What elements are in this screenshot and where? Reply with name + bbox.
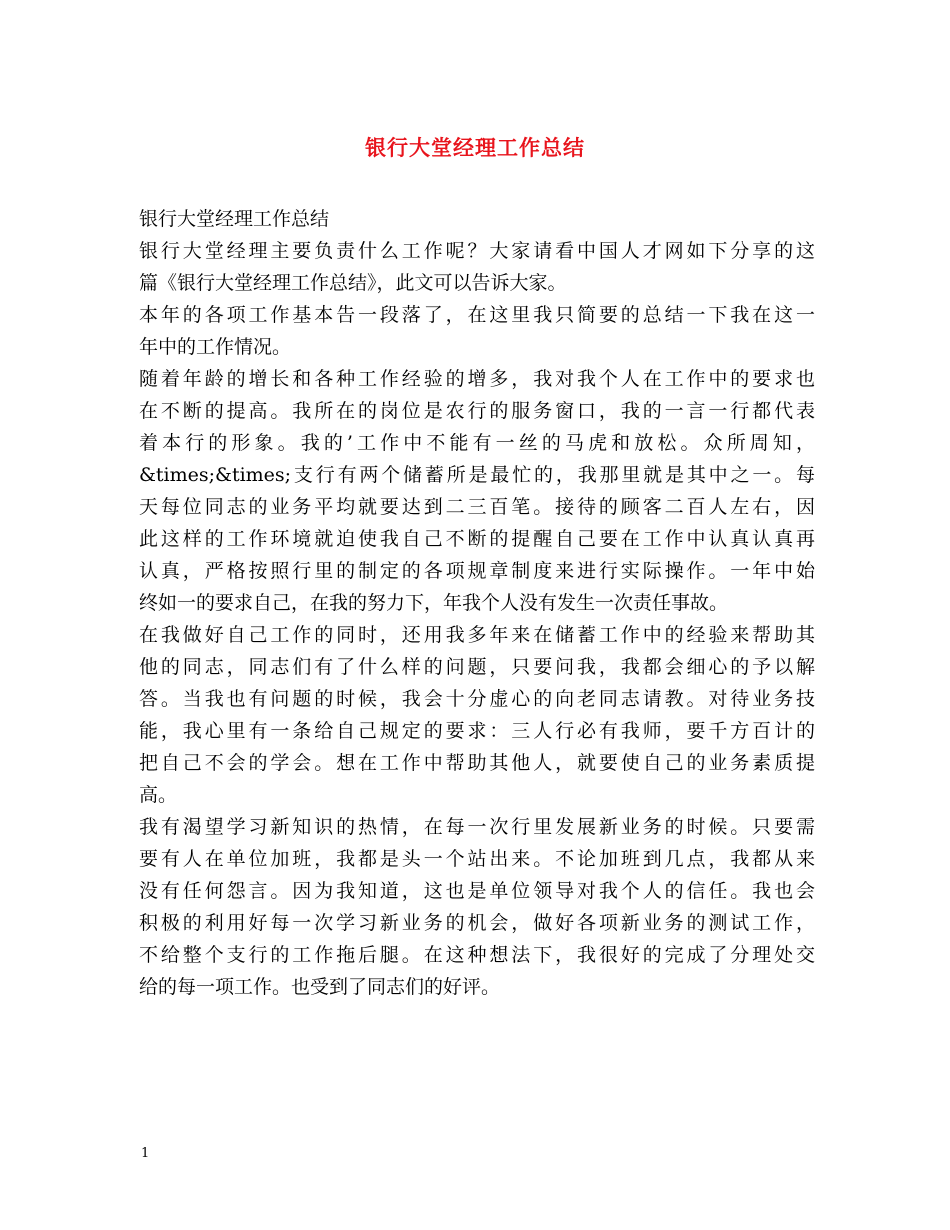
text-line: 不给整个支行的工作拖后腿。在这种想法下，我很好的完成了分理处交 <box>139 944 815 966</box>
text-line: 认真，严格按照行里的制定的各项规章制度来进行实际操作。一年中始 <box>139 560 815 582</box>
text-line: &times;&times;支行有两个储蓄所是最忙的，我那里就是其中之一。每 <box>139 464 815 486</box>
document-body <box>139 203 815 1003</box>
text-line: 给的每一项工作。也受到了同志们的好评。 <box>139 976 501 998</box>
text-line: 要有人在单位加班，我都是头一个站出来。不论加班到几点，我都从来 <box>139 848 815 870</box>
text-line: 在我做好自己工作的同时，还用我多年来在储蓄工作中的经验来帮助其 <box>139 624 815 646</box>
text-line: 终如一的要求自己，在我的努力下，年我个人没有发生一次责任事故。 <box>139 592 729 614</box>
text-line: 随着年龄的增长和各种工作经验的增多，我对我个人在工作中的要求也 <box>139 368 815 390</box>
text-line: 我有渴望学习新知识的热情，在每一次行里发展新业务的时候。只要需 <box>139 816 815 838</box>
text-line: 没有任何怨言。因为我知道，这也是单位领导对我个人的信任。我也会 <box>139 880 815 902</box>
page-number: 1 <box>141 1146 150 1161</box>
text-line: 把自己不会的学会。想在工作中帮助其他人，就要使自己的业务素质提 <box>139 752 815 774</box>
text-line: 银行大堂经理工作总结 <box>139 208 330 230</box>
text-line: 着本行的形象。我的’工作中不能有一丝的马虎和放松。众所周知， <box>139 432 815 454</box>
document-title: 银行大堂经理工作总结 <box>365 135 585 160</box>
text-line: 答。当我也有问题的时候，我会十分虚心的向老同志请教。对待业务技 <box>139 688 815 710</box>
text-line: 能，我心里有一条给自己规定的要求：三人行必有我师，要千方百计的 <box>139 720 815 742</box>
text-line: 在不断的提高。我所在的岗位是农行的服务窗口，我的一言一行都代表 <box>139 400 815 422</box>
text-line: 篇《银行大堂经理工作总结》，此文可以告诉大家。 <box>139 272 567 294</box>
text-line: 天每位同志的业务平均就要达到二三百笔。接待的顾客二百人左右，因 <box>139 496 815 518</box>
text-line: 他的同志，同志们有了什么样的问题，只要问我，我都会细心的予以解 <box>139 656 815 678</box>
text-line: 年中的工作情况。 <box>139 336 292 358</box>
text-line: 此这样的工作环境就迫使我自己不断的提醒自己要在工作中认真认真再 <box>139 528 815 550</box>
text-line: 积极的利用好每一次学习新业务的机会，做好各项新业务的测试工作， <box>139 912 815 934</box>
text-line: 银行大堂经理主要负责什么工作呢？大家请看中国人才网如下分享的这 <box>139 240 815 262</box>
text-line: 高。 <box>139 784 178 806</box>
text-line: 本年的各项工作基本告一段落了，在这里我只简要的总结一下我在这一 <box>139 304 815 326</box>
